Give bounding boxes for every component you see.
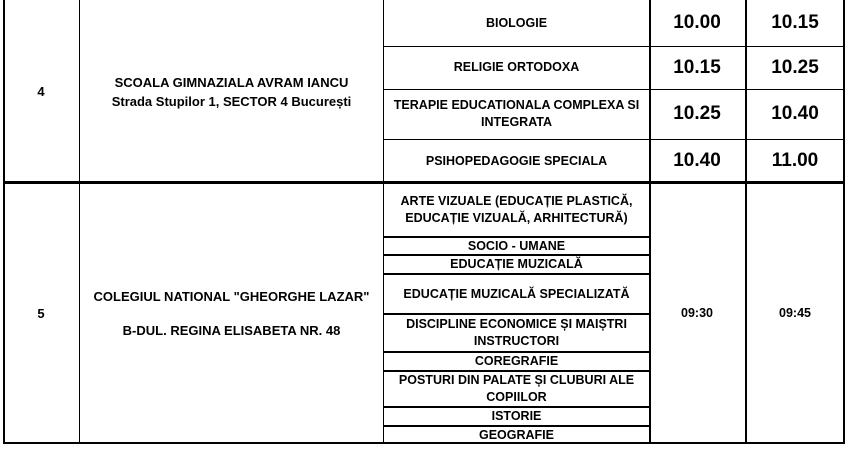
end-time: 10.15 — [771, 12, 819, 33]
cell-divider — [383, 254, 651, 256]
subject-cell: EDUCAȚIE MUZICALĂ SPECIALIZATĂ — [403, 286, 630, 301]
start-time: 10.40 — [673, 150, 721, 171]
subject-cell: ISTORIE — [491, 409, 542, 423]
cell-divider — [383, 236, 651, 238]
column-divider — [649, 0, 651, 444]
row-divider — [3, 181, 845, 184]
end-time: 10.25 — [771, 56, 819, 78]
row-number: 5 — [37, 306, 45, 321]
cell-divider — [383, 406, 651, 408]
cell-divider — [383, 370, 651, 372]
schedule-table — [3, 0, 845, 444]
subject-cell: TERAPIE EDUCATIONALA COMPLEXA SI INTEGRATA — [393, 98, 640, 129]
end-time: 09:45 — [779, 306, 811, 320]
school-address: Strada Stupilor 1, SECTOR 4 București — [111, 93, 352, 109]
start-time: 09:30 — [681, 306, 713, 320]
school-cell — [79, 0, 384, 183]
school-address: B-DUL. REGINA ELISABETA NR. 48 — [122, 322, 341, 338]
cell-divider — [383, 139, 845, 140]
subject-cell: DISCIPLINE ECONOMICE ȘI MAIȘTRI INSTRUCTORI — [406, 317, 627, 348]
row-number: 4 — [37, 84, 45, 99]
column-divider — [383, 0, 384, 444]
school-name: COLEGIUL NATIONAL "GHEORGHE LAZAR" — [93, 288, 370, 304]
subject-cell: COREGRAFIE — [474, 354, 559, 368]
end-time: 11.00 — [771, 150, 819, 171]
cell-divider — [383, 46, 845, 47]
start-time: 10.15 — [673, 56, 721, 78]
subject-cell: SOCIO - UMANE — [467, 238, 566, 253]
cell-divider — [383, 425, 651, 427]
subject-cell: GEOGRAFIE — [478, 427, 554, 442]
cell-divider — [383, 273, 651, 275]
table-border — [3, 442, 845, 444]
table-border — [843, 0, 845, 444]
school-name: SCOALA GIMNAZIALA AVRAM IANCU — [114, 74, 349, 90]
subject-cell: ARTE VIZUALE (EDUCAȚIE PLASTICĂ, EDUCAȚIE VIZUALĂ, ARHITECTURĂ) — [400, 194, 633, 225]
start-time: 10.00 — [673, 12, 721, 33]
column-divider — [79, 0, 80, 444]
column-divider — [745, 0, 747, 444]
end-time: 10.40 — [771, 103, 819, 124]
cell-divider — [383, 89, 845, 90]
subject-cell: PSIHOPEDAGOGIE SPECIALA — [425, 153, 608, 168]
table-border — [3, 0, 5, 444]
school-cell — [79, 183, 384, 444]
start-time: 10.25 — [673, 103, 721, 124]
cell-divider — [383, 313, 651, 315]
subject-cell: EDUCAȚIE MUZICALĂ — [450, 257, 583, 271]
subject-cell: RELIGIE ORTODOXA — [453, 60, 580, 74]
subject-cell: POSTURI DIN PALATE ȘI CLUBURI ALE COPIILOR — [398, 373, 635, 404]
cell-divider — [383, 351, 651, 353]
subject-cell: BIOLOGIE — [485, 15, 548, 30]
